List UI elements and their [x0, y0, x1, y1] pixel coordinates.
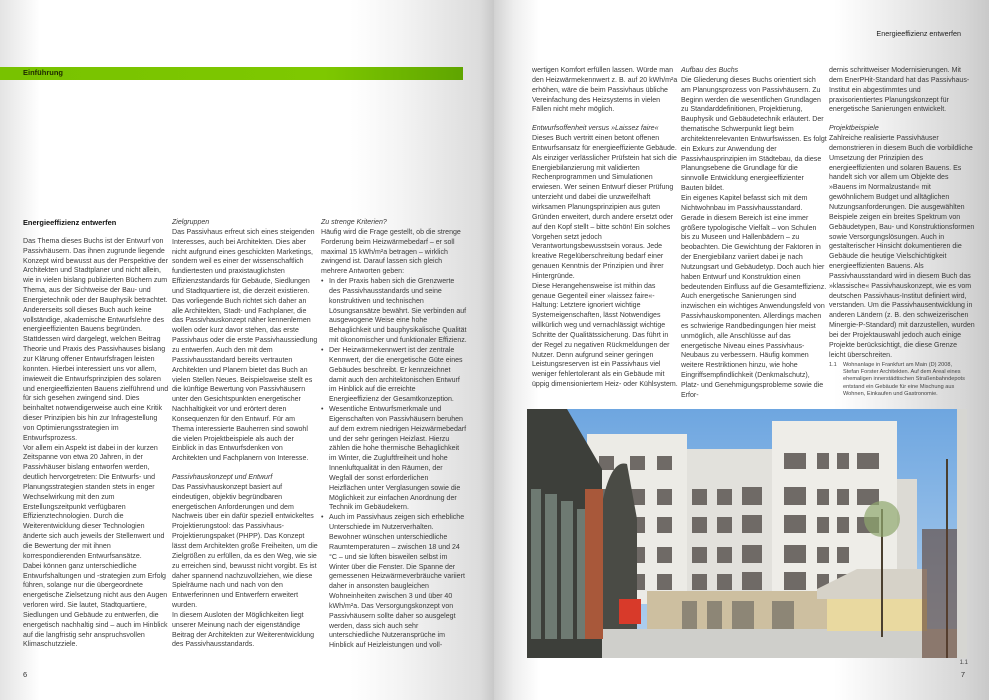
- paragraph: In diesem Ausloten der Möglichkeiten liegt unserer Meinung nach der eigenständige Beitrag der Architekten zur Weiterentwicklung des Passivhausstandards.: [172, 611, 315, 649]
- right-column-3: [829, 66, 975, 360]
- paragraph: wertigen Komfort erfüllen lassen. Würde man den Heizwärmekennwert z. B. auf 20 kWh/m²a erhöhen, wäre die beim Passivhaus übliche Vereinfachung des Heizsystems in vielen Fällen nicht mehr möglich.: [532, 67, 678, 114]
- figure-caption: Wohnanlage in Frankfurt am Main (D) 2008, Stefan Forster Architekten. Auf dem Areal eines ehemaligen innerstädtischen Straßenbahndepots entstand ein Gebäude für eine Mischung aus Wohnen, Einkaufen und Gastronomie.: [843, 362, 965, 397]
- section-tab: [0, 67, 463, 80]
- brick-pillar: [585, 489, 603, 639]
- left-column-2: [172, 218, 318, 650]
- paragraph: Auch energetische Sanierungen sind inzwischen ein wichtiges Anwendungsfeld von Passivhauskomponenten. Allerdings machen es schwierige Randbedingungen hier meist unmöglich, alle Anschlüsse auf das energetische Niveau eines Passivhaus-Neubaus zu verbessern. Häufig kommen weitere Restriktionen hinzu, wie hohe Eingriffsempfindlichkeit (Denkmalschutz), Platz- und Genehmigungsprobleme sowie die Erfor-: [681, 293, 825, 399]
- subheading-aufbau: Aufbau des Buchs: [681, 67, 739, 74]
- criteria-list: [321, 277, 467, 651]
- page-number-left: 6: [23, 670, 28, 679]
- paragraph: Das vorliegende Buch richtet sich daher an alle Architekten, Stadt- und Fachplaner, die das Passivhauskonzept näher kennenlernen wollen oder kurz davor stehen, das erste Passivhaus oder die erste Passivhaussiedlung zu entwerfen. Auch den mit dem Passivhausstandard bereits vertrauten Architekten und Planern bietet das Buch an vielen Stellen Neues. Beispielsweise stellt es die künftige Bewertung von Passivhäusern unter den Gesichtspunkten energetischer Nachhaltigkeit vor und erörtert deren Konsequenzen für den Entwurf. Für am Thema interessierte Bauherren sind sowohl die vielen Projektbeispiele als auch der Einblick in das Entwurfsdenken von Architekten und Fachplanern von Interesse.: [172, 297, 318, 463]
- running-head: Energieeffizienz entwerfen: [876, 29, 961, 38]
- paragraph: Zahlreiche realisierte Passivhäuser demonstrieren in diesem Buch die vorbildliche Umsetzung der Prinzipien des energieeffizienten und solaren Bauens. Es handelt sich vor allem um Objekte des »Bauens im Normalzustand« mit gewöhnlichem Budget und alltäglichen Nutzungsanforderungen. Die ausgewählten Beispiele zeigen ein breites Spektrum von Gebäudetypen, Bau- und Konstruktionsformen sowie Versorgungslösungen. Auch in gestalterischer Hinsicht dokumentieren die Gebäude die heutige Vielschichtigkeit energieeffizienten Bauens. Als Passivhausstandard wird in diesem Buch das »klassische« Passivhauskonzept, wie es vom deutschen Passivhaus-Institut definiert wird, verstanden. Um die Passivhausentwicklung in anderen Ländern (z. B. den schweizerischen Minergie-P-Standard) mit darzustellen, wurden bei der Projektauswahl jedoch auch einige Projekte berücksichtigt, die diese Grenze leicht überschreiten.: [829, 135, 975, 359]
- subheading-entwurfsoffenheit: Entwurfsoffenheit versus »Laissez faire«: [532, 125, 659, 133]
- paragraph: dernis schrittweiser Modernisierungen. Mit dem EnerPHit-Standard hat das Passivhaus-Institut ein abgestimmtes und praxisorientiertes Planungskonzept für energetische Sanierungen entwickelt.: [829, 67, 970, 114]
- list-item: • In der Praxis haben sich die Grenzwerte des Passivhausstandards und seine konstruktiven und technischen Lösungsansätze bewährt. Sie verbinden auf ausgewogene Weise eine hohe Behaglichkeit und bauphysikalische Qualität mit ökonomischer und funktionaler Effizienz.: [321, 277, 467, 346]
- paragraph: Ein eigenes Kapitel befasst sich mit dem Nichtwohnbau im Passivhausstandard. Gerade in diesem Bereich ist eine immer größere typologische Vielfalt – von Schulen bis zu Museen und Hallenbädern – zu beobachten. Die Gewichtung der Faktoren in der Energiebilanz variiert dabei je nach Nutzungsart und Gebäudetyp. Doch auch hier haben Entwurf und Konstruktion einen bedeutenden Einfluss auf die Gesamteffizienz.: [681, 194, 827, 291]
- building-photo-illustration: [527, 409, 967, 658]
- subheading-projektbeispiele: Projektbeispiele: [829, 125, 879, 133]
- paragraph: Das Passivhaus erfreut sich eines steigenden Interesses, auch bei Architekten. Dies aber nicht aufgrund eines geschickten Marketings, sondern weil es einer der wissenschaftlich fundiertesten und praxistauglichsten Effizienzstandards für Gebäude, Siedlungen und Stadtquartiere ist, die derzeit existieren.: [172, 228, 315, 295]
- subheading-passivhauskonzept: Passivhauskonzept und Entwurf: [172, 474, 273, 482]
- right-column-2: [681, 66, 827, 401]
- right-column-1: [532, 66, 678, 390]
- list-item: • Auch im Passivhaus zeigen sich erhebliche Unterschiede im Nutzerverhalten. Bewohner wünschen unterschiedliche Raumtemperaturen – zwischen 18 und 24 °C – und sie lüften bisweilen selbst im Winter über die Fenster. Die Spanne der gemessenen Heizwärmeverbräuche variiert daher in ansonsten baugleichen Wohneinheiten zwischen 3 und über 40 kWh/m²a. Das Versorgungskonzept von Passivhäusern sollte daher so ausgelegt werden, dass sich auch sehr unterschiedliche Nutzeransprüche im Hinblick auf Heizleistungen und voll-: [321, 513, 467, 651]
- figure-label: 1.1: [959, 660, 968, 666]
- left-column-3: [321, 218, 467, 651]
- paragraph: Das Passivhauskonzept basiert auf eindeutigen, objektiv begründbaren energetischen Anforderungen und dem Nachweis über ein dafür speziell entwickeltes Projektierungstool: das Passivhaus-Projektierungspaket (PHPP). Das Konzept lässt dem Architekten große Freiheiten, um die Zielgrößen zu erfüllen, da es den Weg, wie sie zu erreichen sind, bewusst nicht vorgibt. Es ist daher spannend nachzuvollziehen, wie diese Spielräume nach und nach von den Entwerferinnen und Entwerfern erweitert wurden.: [172, 483, 318, 610]
- page-number-right: 7: [960, 670, 965, 679]
- list-item: • Der Heizwärmekennwert ist der zentrale Kennwert, der die energetische Güte eines Gebäudes beschreibt. Er kennzeichnet damit auch den architektonischen Entwurf im Hinblick auf die erreichte Energieeffizienz der Gesamtkonzeption.: [321, 346, 467, 405]
- section-tab-label: Einführung: [23, 68, 63, 77]
- paragraph: Diese Herangehensweise ist mithin das genaue Gegenteil einer »laissez faire«-Haltung: Letztere ignoriert wichtige Systemeigenschaften, lässt Notwendiges willkürlich weg und vernachlässigt wichtige Schritte der Qualitätssicherung. Das führt in der Regel zu negativen Rückmeldungen der Nutzer. Denn aufgrund seiner geringen Leistungsreserven ist ein Passivhaus viel weniger fehlertolerant als ein Gebäude mit üppig dimensioniertem Heiz- oder Kühlsystem.: [532, 282, 678, 389]
- paragraph: Die Gliederung dieses Buchs orientiert sich am Planungsprozess von Passivhäusern. Zu Beginn werden die wesentlichen Grundlagen zu Standarddefinitionen, Projektierung, Bauphysik und Gebäudetechnik erläutert. Der thematische Schwerpunkt liegt beim architektenrelevanten Entwurfswissen. Es folgt ein Exkurs zur Anwendung der Passivhausprinzipien im Städtebau, da diese Planungsebene die Grundlage für die sinnvolle Entwicklung energieeffizienter Bauten bildet.: [681, 76, 827, 193]
- chapter-heading: Energieeffizienz entwerfen: [23, 218, 117, 227]
- paragraph: Andererseits soll dieses Buch auch keine vollständige, akademische Entwurfslehre des energieeffizienten Bauens begründen. Stattdessen wird dargelegt, welchen Beitrag Theorie und Praxis des Passivhauses bislang zur Klärung offener Entwurfsfragen leisten konnten. Hierbei interessiert uns vor allem, inwieweit die Entwurfsprinzipien des solaren und energieeffizienten Bauens zielführend und für sich gesehen zwingend sind. Dies beinhaltet notwendigerweise auch eine Kritik dieser Prinzipien bis hin zur Infragestellung von Optimierungsstrategien im Entwurfsprozess.: [23, 306, 169, 442]
- subheading-kriterien: Zu strenge Kriterien?: [321, 219, 387, 226]
- caption-number: 1.1: [829, 362, 837, 368]
- paragraph: Vor allem ein Aspekt ist dabei in der kurzen Zeitspanne von etwa 20 Jahren, in der Passivhäuser bislang entworfen werden, deutlich hervorgetreten: Die Entwurfs- und Planungsstrategien standen stets in enger Wechselwirkung mit den zum Erstellungszeitpunkt verfügbaren Effizienztechnologien. Durch die Weiterentwicklung dieser Technologien änderte sich auch jeweils der Stellenwert und die Bewertung der mit ihnen korrespondierenden Entwurfsansätze.: [23, 444, 165, 560]
- pavilion: [827, 599, 927, 631]
- list-item: • Wesentliche Entwurfsmerkmale und Eigenschaften von Passivhäusern beruhen auf dem extrem niedrigen Heizwärmebedarf und der sehr geringen Heizlast. Hierzu zählen die hohe thermische Behaglichkeit im Winter, die Zugluftfreiheit und hohe Innenluftqualität in den Räumen, der Wegfall der sonst erforderlichen Heizflächen unter Verglasungen sowie die Möglichkeit zur einfachen Anordnung der Technik im Gebäudekern.: [321, 405, 467, 513]
- left-column-1: [23, 218, 169, 650]
- subheading-zielgruppen: Zielgruppen: [172, 219, 210, 226]
- red-sign: [619, 599, 641, 624]
- paragraph: Häufig wird die Frage gestellt, ob die strenge Forderung beim Heizwärmebedarf – er soll maximal 15 kWh/m²a betragen – wirklich zwingend ist. Darauf lassen sich gleich mehrere Antworten geben:: [321, 228, 461, 276]
- building-photo: [527, 409, 967, 658]
- paragraph: Dieses Buch vertritt einen betont offenen Entwurfsansatz für energieeffiziente Gebäude. Als einziger verlässlicher Prüfstein hat sich die Energiebilanzierung mit validierten Rechenprogrammen und Simulationen erwiesen. Wer seinen Entwurf dieser Prüfung unterzieht und dabei die unzweifelhaft wirksamen Planungsprinzipien aus guten Gründen erweitert, durch andere ersetzt oder auf den Kopf stellt – bitte schön! Ein solches Vorgehen setzt jedoch Verantwortungsbewusstsein voraus. Jede kreative Regelüberschreitung bedarf einer genauen Kenntnis der Prinzipien und ihrer Hintergründe.: [532, 135, 677, 280]
- paragraph: Das Thema dieses Buchs ist der Entwurf von Passivhäusern. Das ihnen zugrunde liegende Konzept wird bewusst aus der Perspektive der Architekten und Stadtplaner und nicht allein, wie in vielen bislang publizierten Büchern zum Thema, aus der Sichtweise der Bau- und Energietechnik oder der Bauphysik betrachtet.: [23, 237, 168, 304]
- paragraph: Dabei können ganz unterschiedliche Entwurfshaltungen und -strategien zum Erfolg führen, solange nur die übergeordnete energetische Zielsetzung nicht aus den Augen verloren wird. Sie lautet, Stadtquartiere, Siedlungen und Gebäude zu entwerfen, die energetisch nachhaltig sind – auch im Hinblick auf die langfristig sehr anspruchsvollen Klimaschutzziele.: [23, 562, 168, 649]
- left-page: [0, 0, 494, 700]
